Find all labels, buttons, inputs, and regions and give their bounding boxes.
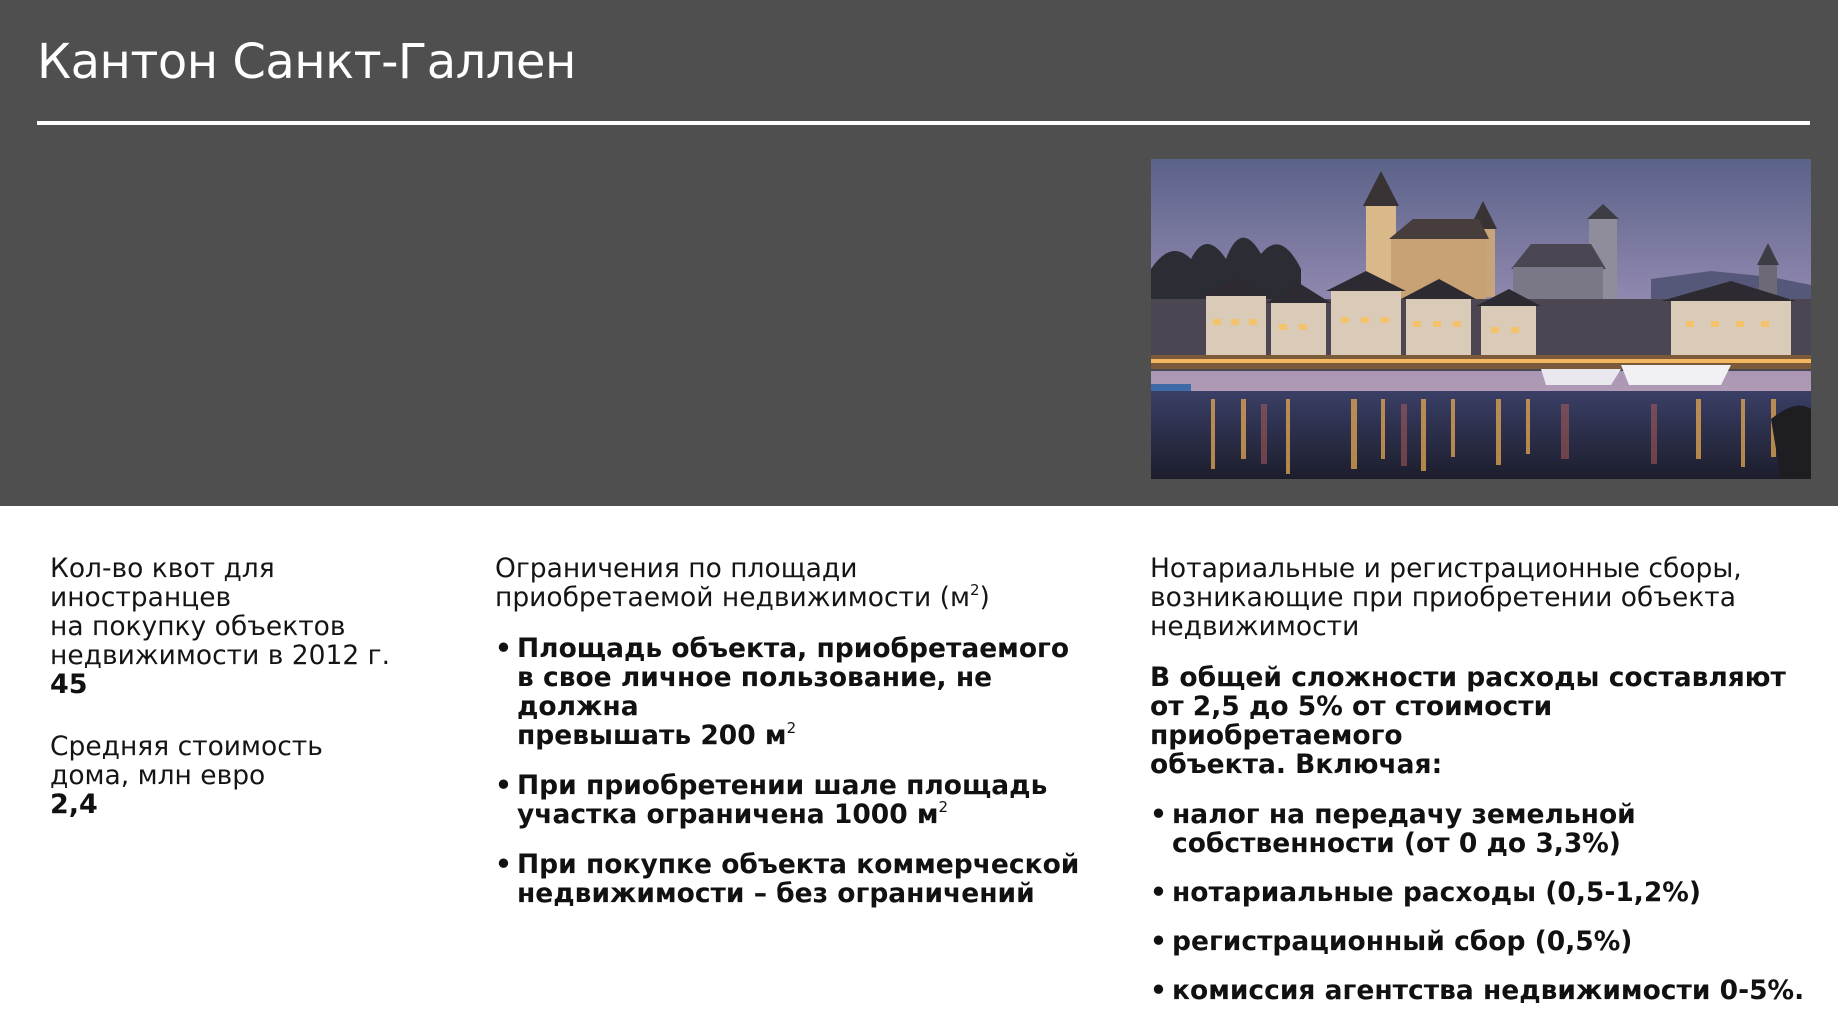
fees-list xyxy=(1150,800,1810,1005)
area-limits-list xyxy=(495,634,1115,908)
area-limits-label: Ограничения по площади приобретаемой недвижимости $(м^2)$ xyxy=(495,553,990,613)
list-item: • нотариальные расходы (0,5-1,2%) xyxy=(1150,878,1810,907)
page-title: Кантон Санкт-Галлен xyxy=(37,34,576,90)
avg-price-label: Средняя стоимость дома, млн евро xyxy=(50,731,323,791)
quota-value: 45 xyxy=(50,669,88,700)
castle-town-lake-night-photo xyxy=(1151,159,1811,479)
header-band xyxy=(0,0,1838,506)
area-limits-column xyxy=(495,554,1115,929)
list-item: • комиссия агентства недвижимости 0-5%. xyxy=(1150,976,1810,1005)
list-item: • регистрационный сбор (0,5%) xyxy=(1150,927,1810,956)
fees-summary: В общей сложности расходы составляют от 2,5 до 5% от стоимости приобретаемого объекта. Включая: xyxy=(1150,662,1786,780)
list-item: • налог на передачу земельной собственности (от 0 до 3,3%) xyxy=(1150,800,1810,858)
title-divider xyxy=(37,121,1810,125)
list-item: • При покупке объекта коммерческой недвижимости – без ограничений xyxy=(495,850,1115,908)
list-item: • При приобретении шале площадь участка ограничена 1000 $м^2$ xyxy=(495,771,1115,829)
quota-label: Кол-во квот для иностранцев на покупку объектов недвижимости в 2012 г. xyxy=(50,553,390,671)
list-item: • Площадь объекта, приобретаемого в свое личное пользование, не должна превышать 200 $м^2$ xyxy=(495,634,1115,750)
fees-label: Нотариальные и регистрационные сборы, возникающие при приобретении объекта недвижимости xyxy=(1150,553,1742,642)
avg-price-value: 2,4 xyxy=(50,789,98,820)
fees-column xyxy=(1150,554,1810,1025)
stats-column xyxy=(50,554,460,819)
